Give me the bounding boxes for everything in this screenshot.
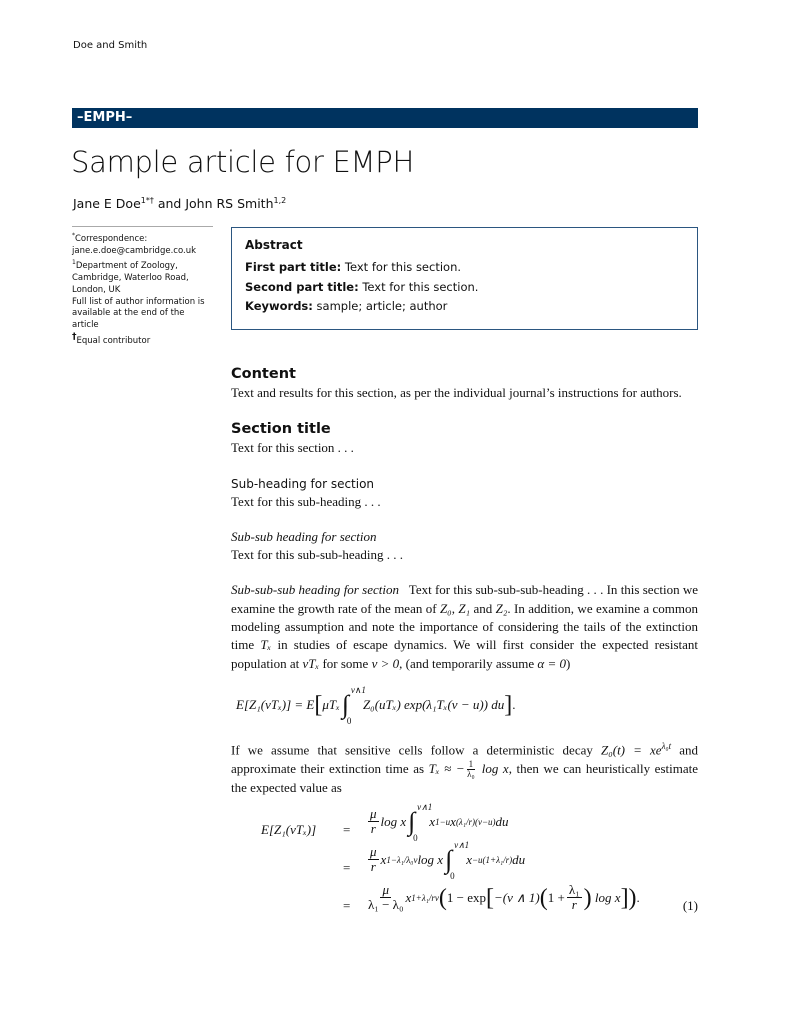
author-marks: 1,2 [273, 196, 287, 205]
abstract-item-label: Keywords: [245, 299, 313, 313]
equation: E[Z₁(vTₓ)] = E [ μTₓ ∫ v∧1 0 Z₀(uTₓ) exp(λ₁Tₓ(v − u)) du ] . [236, 684, 516, 726]
author-notes [72, 226, 213, 348]
author-list [73, 196, 286, 211]
paragraph: Text for this sub-sub-heading . . . [231, 547, 404, 563]
note-text: Equal contributor [76, 335, 151, 346]
equal-contributor-note [72, 332, 213, 348]
paragraph: If we assume that sensitive cells follow a deterministic decay $Z_0(t) = xe^{\lambda_0t}$ and approximate their extinction time as Tₓ ≈ − $\frac{1}{\text{λ₀}}$ log x, then we can heuristically estimate the expected value as [231, 740, 698, 796]
note-text: Department of Zoology, Cambridge, Waterloo Road, London, UK [72, 261, 189, 295]
abstract-item-text: sample; article; author [312, 299, 448, 313]
subsubheading [231, 528, 698, 546]
abstract-item [245, 280, 684, 295]
article-body [231, 364, 698, 937]
section-heading: Content [231, 366, 296, 382]
equation-number: (1) [682, 898, 698, 914]
subsubheading-text: Sub-sub heading for section [231, 528, 377, 544]
affiliation-note [72, 257, 213, 296]
article-title: Sample article for EMPH [71, 145, 414, 179]
abstract-item [245, 299, 684, 314]
email-link[interactable]: jane.e.doe@cambridge.co.uk [72, 245, 197, 256]
abstract-item-label: Second part title: [245, 279, 359, 294]
running-head: Doe and Smith [73, 40, 148, 51]
subsubsubheading: Sub-sub-sub heading for section [231, 582, 399, 598]
paragraph: Sub-sub-sub heading for section Text for this sub-sub-sub-heading . . . In this section we examine the growth rate of the mean of Z₀, Z₁ and Z₂. In addition, we examine a common modeling assumption and note the importance of considering the tails of the extinction time Tₓ in studies of escape dynamics. We will first consider the expected resistant population at vTₓ for some v > 0, (and temporarily assume α = 0) [231, 582, 699, 671]
journal-banner: –EMPH– [72, 108, 698, 128]
note-mark: † [72, 332, 77, 343]
correspondence-note [72, 230, 213, 246]
section-heading: Section title [231, 421, 331, 438]
abstract-item-label: First part title: [245, 260, 342, 274]
author-separator: and [153, 196, 186, 212]
author-name: Jane E Doe [73, 196, 141, 212]
full-author-info-note: Full list of author information is available at the end of the article [72, 296, 205, 331]
note-text: Correspondence: [75, 233, 148, 244]
abstract-heading: Abstract [245, 238, 303, 252]
paragraph: Text for this section . . . [231, 440, 354, 456]
paragraph: Text for this sub-heading . . . [231, 493, 381, 509]
author-name: John RS Smith [185, 196, 274, 212]
equation-array: E[Z₁(vTₓ)] = $\frac{\mu}{r}$ log x ∫ v∧1 0 x 1−u x (λ₁/r)(v−u) du = $\frac{\mu}{r}$ x 1−λ₁/λ₀v log x ∫ v∧1 0 x −u(1+λ₁/r) du = $\frac{\mu}{\text{λ₁ − λ₀}}$ x 1+λ₁/rv ( 1 − exp [ −(v ∧ 1) ( 1 + $\frac{\text{λ₁}}{r}$ ) log x ]) . (1) [231, 797, 698, 937]
subheading: Sub-heading for section [231, 476, 375, 491]
abstract-item-text: Text for this section. [358, 279, 479, 294]
note-mark: * [72, 232, 75, 239]
abstract-box [231, 227, 698, 330]
paragraph: Text and results for this section, as per the individual journal’s instructions for authors. [231, 385, 682, 400]
note-mark: 1 [72, 259, 76, 267]
abstract-item-text: Text for this section. [341, 260, 462, 274]
abstract-item [245, 260, 684, 275]
author-marks: 1*† [140, 196, 154, 205]
